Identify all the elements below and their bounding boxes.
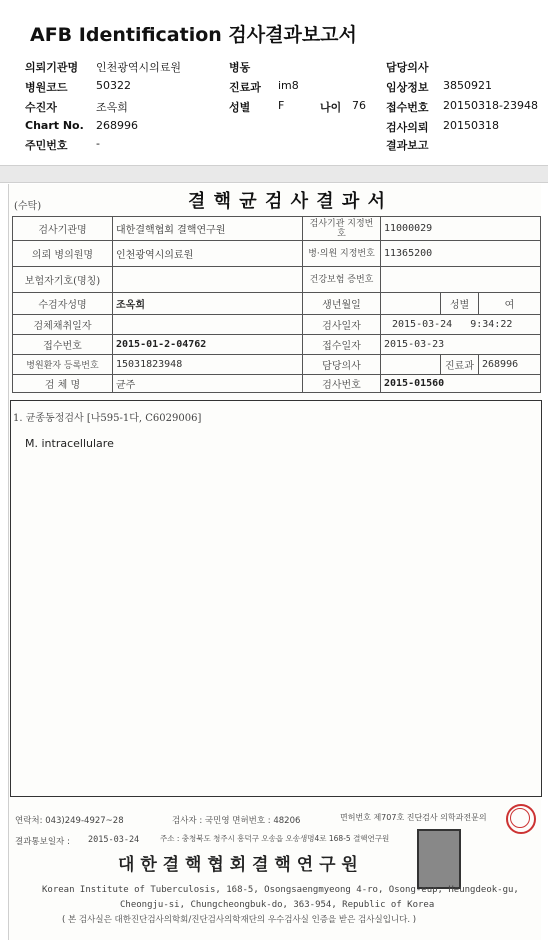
address-en-line1: Korean Institute of Tuberculosis, 168-5, Osongsaengmyeong 4-ro, Osong-eup, Heungdeok-gu, [42, 885, 519, 895]
receipt-date-value: 2015-03-23 [381, 335, 541, 355]
chart-no-label: Chart No. [25, 119, 84, 132]
test-inst-no-label: 검사기관 지정번호 [303, 217, 381, 241]
institute-name-kr: 대 한 결 핵 협 회 결 핵 연 구 원 [118, 855, 358, 875]
result-organism: M. intracellulare [25, 437, 114, 450]
institution-label: 의뢰기관명 [25, 61, 79, 74]
request-date-value: 20150318 [443, 119, 499, 132]
table-row [13, 241, 541, 267]
report-tag: (수탁) [14, 201, 42, 212]
sex-label: 성별 [229, 101, 251, 114]
test-no-value: 2015-01560 [381, 375, 541, 393]
req-hospital-no-label: 병·의원 지정번호 [303, 241, 381, 267]
institution-value: 인천광역시의료원 [96, 61, 182, 74]
req-hospital-value: 인천광역시의료원 [113, 241, 303, 267]
insurance-card-label: 건강보험 증번호 [303, 267, 381, 293]
hospital-code-label: 병원코드 [25, 81, 68, 94]
report-table [12, 216, 541, 393]
specimen-value: 균주 [113, 375, 303, 393]
report-title: 결 핵 균 검 사 결 과 서 [188, 191, 386, 212]
result-report-label: 결과보고 [386, 139, 429, 152]
receipt-label: 접수번호 [13, 335, 113, 355]
patient-value: 조옥희 [96, 101, 128, 114]
patient-label: 수진자 [25, 101, 57, 114]
contact-text: 연락처: 043)249-4927~28 [15, 816, 124, 826]
birth-value [381, 293, 441, 315]
license-text: 면허번호 제707호 진단검사 의학과전문의 [340, 813, 487, 822]
req-hospital-no-value: 11365200 [381, 241, 541, 267]
report-date-label: 결과통보일자 : [15, 837, 70, 847]
table-row [13, 375, 541, 393]
test-date-cell [381, 315, 541, 335]
dept-label: 진료과 [229, 81, 261, 94]
examiner-text: 검사자 : 국민영 면허번호 : 48206 [172, 816, 301, 826]
address-en-line2: Cheongju-si, Chungcheongbuk-do, 363-954, Republic of Korea [120, 900, 435, 910]
birth-label: 생년월일 [303, 293, 381, 315]
address-kr: 주소 : 충청북도 청주시 흥덕구 오송읍 오송생명4로 168-5 결핵연구원 [160, 834, 390, 843]
result-heading: 1. 균종동정검사 [나595-1다, C6029006] [13, 413, 202, 424]
section-divider [0, 165, 548, 183]
certification-note: ( 본 검사실은 대한진단검사의학회/진단검사의학재단의 우수검사실 인증을 받은 검사실입니다. ) [62, 915, 417, 925]
table-row [13, 293, 541, 315]
receipt-value: 2015-01-2-04762 [113, 335, 303, 355]
name-value: 조옥희 [113, 293, 303, 315]
test-no-label: 검사번호 [303, 375, 381, 393]
name-label: 수검자성명 [13, 293, 113, 315]
age-label: 나이 [320, 101, 342, 114]
insurance-label: 보험자기호(명칭) [13, 267, 113, 293]
resident-no-label: 주민번호 [25, 139, 68, 152]
req-hospital-label: 의뢰 병의원명 [13, 241, 113, 267]
test-date-value: 2015-03-24 [392, 319, 453, 330]
specimen-label: 검 체 명 [13, 375, 113, 393]
sex-cell-label: 성별 [441, 293, 479, 315]
insurance-card-value [381, 267, 541, 293]
table-row [13, 217, 541, 241]
table-row [13, 315, 541, 335]
test-inst-value: 대한결핵협회 결핵연구원 [113, 217, 303, 241]
insurance-value [113, 267, 303, 293]
chart-no-value: 268996 [96, 119, 138, 132]
collect-value [113, 315, 303, 335]
report-date-value: 2015-03-24 [88, 835, 140, 845]
page-title: AFB Identification 검사결과보고서 [30, 24, 357, 46]
table-row [13, 355, 541, 375]
test-inst-no-value: 11000029 [381, 217, 541, 241]
request-date-label: 검사의뢰 [386, 121, 429, 134]
doctor-label: 담당의사 [386, 61, 429, 74]
receipt-no-label: 접수번호 [386, 101, 429, 114]
clinical-info-label: 임상정보 [386, 81, 429, 94]
result-box [10, 400, 542, 797]
table-row [13, 335, 541, 355]
table-row [13, 267, 541, 293]
reg-value: 15031823948 [113, 355, 303, 375]
dept-value: im8 [278, 79, 299, 92]
official-stamp-icon [417, 829, 461, 889]
receipt-no-value: 20150318-23948 [443, 99, 538, 112]
age-value: 76 [352, 99, 366, 112]
doctor-cell-label: 담당의사 [303, 355, 381, 375]
hospital-code-value: 50322 [96, 79, 131, 92]
test-date-label: 검사일자 [303, 315, 381, 335]
ward-label: 병동 [229, 61, 251, 74]
test-time-value: 9:34:22 [470, 319, 513, 330]
reg-label: 병원환자 등록번호 [13, 355, 113, 375]
sex-cell-value: 여 [479, 293, 541, 315]
sex-value: F [278, 99, 285, 112]
clinical-info-value: 3850921 [443, 79, 492, 92]
collect-label: 검체채취일자 [13, 315, 113, 335]
resident-no-value: - [96, 137, 100, 150]
receipt-date-label: 접수일자 [303, 335, 381, 355]
dept-cell-label: 진료과 [441, 355, 479, 375]
red-seal-inner-icon [510, 808, 530, 828]
doctor-cell-value [381, 355, 441, 375]
dept-cell-value: 268996 [479, 355, 541, 375]
test-inst-label: 검사기관명 [13, 217, 113, 241]
